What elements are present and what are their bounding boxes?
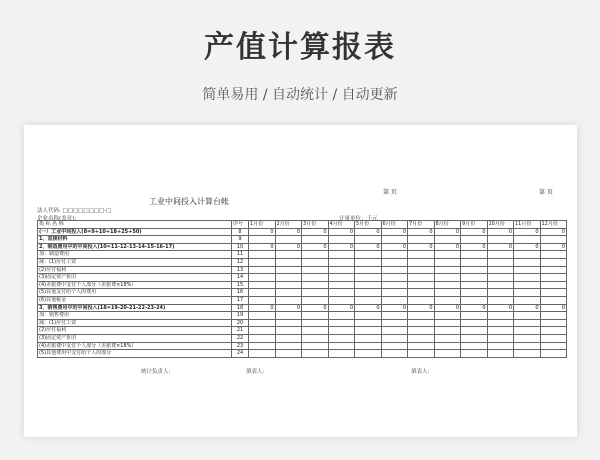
table-row [38,319,567,327]
row-value-cell [249,312,276,320]
row-value-cell [461,289,488,297]
row-value-cell [328,281,355,289]
row-value-cell [275,251,302,259]
row-value-cell [355,258,382,266]
row-value-cell: 0 [434,243,461,251]
table-row [38,334,567,342]
row-value-cell [461,281,488,289]
row-value-cell: 0 [249,228,276,236]
row-value-cell: 0 [302,228,329,236]
row-value-cell [514,327,541,335]
row-value-cell [302,258,329,266]
row-value-cell: 0 [408,304,435,312]
row-value-cell [302,236,329,244]
row-value-cell [540,251,567,259]
table-header-row [38,221,567,229]
row-value-cell [487,251,514,259]
row-value-cell [381,274,408,282]
row-value-cell [275,296,302,304]
header-month-cell: 7月份 [408,221,435,229]
row-value-cell [461,251,488,259]
row-value-cell [275,334,302,342]
row-name-cell: (3)固定资产折旧 [38,334,232,342]
table-row [38,236,567,244]
row-value-cell [381,289,408,297]
header-month-cell: 11月份 [514,221,541,229]
row-value-cell [355,274,382,282]
legal-code: 法人代码: □□□□□□□□-□ [37,208,112,214]
row-value-cell [540,350,567,358]
row-seq-cell: 20 [232,319,249,327]
row-value-cell [514,342,541,350]
row-seq-cell: 14 [232,274,249,282]
row-value-cell [461,327,488,335]
row-value-cell [275,281,302,289]
row-value-cell: 0 [328,243,355,251]
row-value-cell [355,350,382,358]
row-value-cell: 0 [275,228,302,236]
row-value-cell: 0 [461,243,488,251]
row-value-cell: 0 [540,228,567,236]
row-value-cell: 0 [275,304,302,312]
row-value-cell [434,258,461,266]
page-number-label: 第 页 [539,189,553,196]
row-value-cell: 0 [434,304,461,312]
table-row [38,289,567,297]
table-row [38,243,567,251]
row-value-cell: 0 [355,228,382,236]
row-value-cell [461,258,488,266]
row-value-cell [355,266,382,274]
row-value-cell [302,289,329,297]
row-value-cell [487,274,514,282]
row-value-cell [275,319,302,327]
row-value-cell: 0 [540,304,567,312]
row-value-cell [540,334,567,342]
row-value-cell [328,312,355,320]
row-seq-cell: 10 [232,243,249,251]
row-name-cell: (2)应付福利 [38,327,232,335]
row-value-cell [355,327,382,335]
row-value-cell [381,281,408,289]
row-value-cell [514,251,541,259]
row-value-cell [461,312,488,320]
stats-owner-label: 统计负责人: [141,369,171,375]
row-value-cell [302,281,329,289]
row-value-cell: 0 [487,228,514,236]
row-value-cell [408,281,435,289]
row-value-cell [302,350,329,358]
table-row [38,350,567,358]
table-row [38,266,567,274]
row-value-cell [249,342,276,350]
row-value-cell [302,319,329,327]
row-value-cell [487,266,514,274]
row-value-cell [514,266,541,274]
row-value-cell [249,281,276,289]
row-value-cell [328,350,355,358]
row-value-cell [434,236,461,244]
row-name-cell: 减：(1)应付工资 [38,319,232,327]
row-value-cell [408,342,435,350]
row-value-cell [328,266,355,274]
row-value-cell [381,251,408,259]
row-seq-cell: 16 [232,289,249,297]
row-value-cell [540,258,567,266]
row-value-cell: 0 [381,228,408,236]
row-value-cell: 0 [275,243,302,251]
row-value-cell [355,289,382,297]
row-value-cell [514,334,541,342]
row-value-cell [408,350,435,358]
row-value-cell: 0 [381,243,408,251]
row-value-cell: 0 [408,243,435,251]
header-month-cell: 1月份 [249,221,276,229]
row-value-cell [249,289,276,297]
row-value-cell [434,281,461,289]
row-value-cell [461,334,488,342]
row-value-cell [249,258,276,266]
row-value-cell [487,296,514,304]
row-name-cell: (2)应付福利 [38,266,232,274]
row-value-cell: 0 [434,228,461,236]
row-value-cell [275,342,302,350]
row-value-cell: 0 [302,304,329,312]
row-value-cell [249,334,276,342]
row-value-cell [249,251,276,259]
row-seq-cell: 12 [232,258,249,266]
row-value-cell [461,319,488,327]
row-value-cell [408,251,435,259]
row-seq-cell: 21 [232,327,249,335]
row-seq-cell: 8 [232,228,249,236]
row-value-cell [540,327,567,335]
row-value-cell [408,289,435,297]
row-value-cell [408,258,435,266]
row-value-cell [408,236,435,244]
row-value-cell [434,342,461,350]
row-value-cell: 0 [355,243,382,251]
table-row [38,258,567,266]
row-value-cell [328,327,355,335]
filler-label: 填表人: [246,369,265,375]
row-value-cell [275,236,302,244]
header-month-cell: 4月份 [328,221,355,229]
row-value-cell [355,342,382,350]
row-value-cell [355,334,382,342]
row-value-cell [275,258,302,266]
row-name-cell: 1、直接材料 [38,236,232,244]
row-value-cell [355,236,382,244]
row-value-cell [408,327,435,335]
row-value-cell [408,334,435,342]
row-value-cell [328,319,355,327]
table-row [38,342,567,350]
row-value-cell [434,334,461,342]
row-name-cell: 减：(1)应付工资 [38,258,232,266]
row-value-cell [275,327,302,335]
row-seq-cell: 13 [232,266,249,274]
header-month-cell: 12月份 [540,221,567,229]
header-month-cell: 2月份 [275,221,302,229]
row-value-cell [249,236,276,244]
row-name-cell: (5)其他支付给个人的费用 [38,289,232,297]
row-name-cell: 3、销售费用中的中间投入(18=19-20-21-22-23-24) [38,304,232,312]
row-value-cell: 0 [355,304,382,312]
row-value-cell [540,266,567,274]
row-value-cell [514,289,541,297]
row-value-cell [381,319,408,327]
row-value-cell [461,342,488,350]
table-row [38,228,567,236]
row-value-cell: 0 [461,228,488,236]
row-value-cell [249,266,276,274]
row-name-cell: (4)差旅费中支付个人部分（差旅费×18%） [38,342,232,350]
row-name-cell: (4)差旅费中支付个人部分（差旅费×18%） [38,281,232,289]
row-value-cell [249,327,276,335]
table-title: 工业中间投入计算台帐 [149,197,229,206]
row-value-cell [434,327,461,335]
row-value-cell [434,274,461,282]
row-value-cell [381,327,408,335]
row-value-cell [302,251,329,259]
row-value-cell [328,334,355,342]
row-value-cell [302,274,329,282]
row-value-cell [514,296,541,304]
row-value-cell [540,312,567,320]
row-value-cell [275,350,302,358]
row-value-cell [381,296,408,304]
row-seq-cell: 24 [232,350,249,358]
row-value-cell [514,312,541,320]
row-name-cell: 加：销售费用 [38,312,232,320]
row-name-cell: (6)其他税金 [38,296,232,304]
row-value-cell [540,281,567,289]
row-value-cell [249,296,276,304]
row-value-cell: 0 [487,304,514,312]
row-value-cell [434,251,461,259]
row-value-cell [487,236,514,244]
page-subtitle: 简单易用 / 自动统计 / 自动更新 [202,87,398,103]
row-value-cell [328,258,355,266]
row-value-cell [514,319,541,327]
row-value-cell [302,327,329,335]
row-value-cell [461,296,488,304]
header-month-cell: 6月份 [381,221,408,229]
table-row [38,251,567,259]
row-value-cell [302,334,329,342]
row-value-cell: 0 [487,243,514,251]
row-name-cell: (5)其他费用中支付给个人的部分 [38,350,232,358]
row-value-cell [275,289,302,297]
row-value-cell [487,289,514,297]
row-value-cell [514,350,541,358]
filler-label: 填表人: [411,369,430,375]
row-value-cell [408,319,435,327]
row-value-cell: 0 [302,243,329,251]
row-value-cell [434,289,461,297]
row-seq-cell: 19 [232,312,249,320]
header-month-cell: 10月份 [487,221,514,229]
row-value-cell [487,350,514,358]
page-title: 产值计算报表 [204,30,396,65]
row-value-cell [381,334,408,342]
row-value-cell [487,319,514,327]
row-value-cell [328,296,355,304]
row-value-cell [461,266,488,274]
row-value-cell [540,296,567,304]
row-value-cell [487,258,514,266]
row-value-cell: 0 [328,228,355,236]
row-value-cell [355,281,382,289]
row-value-cell [302,266,329,274]
table-row [38,281,567,289]
row-value-cell [434,266,461,274]
page-number-label: 第 页 [383,189,397,196]
row-value-cell [540,274,567,282]
row-value-cell: 0 [249,304,276,312]
company-name: 企业名称(盖章): [37,216,77,222]
row-value-cell [434,350,461,358]
row-value-cell: 0 [408,228,435,236]
row-value-cell [355,312,382,320]
header-month-cell: 5月份 [355,221,382,229]
row-value-cell [275,266,302,274]
row-value-cell [540,236,567,244]
row-value-cell [540,319,567,327]
row-value-cell [355,296,382,304]
row-value-cell [302,296,329,304]
table-row [38,312,567,320]
header-name-cell: 指 标 名 称 [38,221,232,229]
row-value-cell [408,296,435,304]
row-value-cell [540,289,567,297]
row-name-cell: (一）工业中间投入(8=9+10+18+25+50) [38,228,232,236]
row-value-cell [408,312,435,320]
row-value-cell [381,266,408,274]
row-seq-cell: 15 [232,281,249,289]
row-value-cell [249,319,276,327]
row-value-cell [487,342,514,350]
table-row [38,304,567,312]
row-value-cell [381,312,408,320]
spreadsheet-preview [24,125,577,437]
row-value-cell: 0 [328,304,355,312]
row-seq-cell: 18 [232,304,249,312]
row-value-cell [434,296,461,304]
row-value-cell [434,319,461,327]
row-value-cell: 0 [381,304,408,312]
row-value-cell [355,251,382,259]
row-value-cell [434,312,461,320]
row-value-cell: 0 [249,243,276,251]
row-seq-cell: 23 [232,342,249,350]
header-seq-cell: 序号 [232,221,249,229]
row-value-cell: 0 [461,304,488,312]
row-value-cell [461,274,488,282]
row-value-cell: 0 [514,243,541,251]
ledger-table [37,220,567,358]
row-value-cell [514,274,541,282]
unit-label: 计量单位：千元 [339,216,378,222]
row-value-cell [408,274,435,282]
row-value-cell [540,342,567,350]
row-value-cell: 0 [540,243,567,251]
row-value-cell [328,289,355,297]
row-seq-cell: 17 [232,296,249,304]
row-value-cell [381,258,408,266]
row-name-cell: 2、制造费用中的中间投入(10=11-12-13-14-15-16-17) [38,243,232,251]
row-value-cell: 0 [514,228,541,236]
row-seq-cell: 22 [232,334,249,342]
row-value-cell [328,274,355,282]
row-value-cell [487,312,514,320]
row-value-cell [487,334,514,342]
row-value-cell [514,236,541,244]
table-row [38,327,567,335]
row-value-cell [514,258,541,266]
row-name-cell: (3)固定资产折旧 [38,274,232,282]
row-seq-cell: 11 [232,251,249,259]
row-value-cell [355,319,382,327]
header-month-cell: 3月份 [302,221,329,229]
row-value-cell [487,327,514,335]
row-value-cell [275,312,302,320]
row-value-cell: 0 [514,304,541,312]
row-seq-cell: 9 [232,236,249,244]
row-value-cell [381,350,408,358]
header-month-cell: 9月份 [461,221,488,229]
row-name-cell: 加：制造费用 [38,251,232,259]
row-value-cell [461,236,488,244]
row-value-cell [302,342,329,350]
row-value-cell [249,274,276,282]
row-value-cell [328,236,355,244]
row-value-cell [487,281,514,289]
row-value-cell [249,350,276,358]
row-value-cell [328,342,355,350]
row-value-cell [461,350,488,358]
table-row [38,296,567,304]
row-value-cell [275,274,302,282]
row-value-cell [381,342,408,350]
table-row [38,274,567,282]
row-value-cell [514,281,541,289]
header-month-cell: 8月份 [434,221,461,229]
row-value-cell [381,236,408,244]
row-value-cell [408,266,435,274]
row-value-cell [328,251,355,259]
row-value-cell [302,312,329,320]
